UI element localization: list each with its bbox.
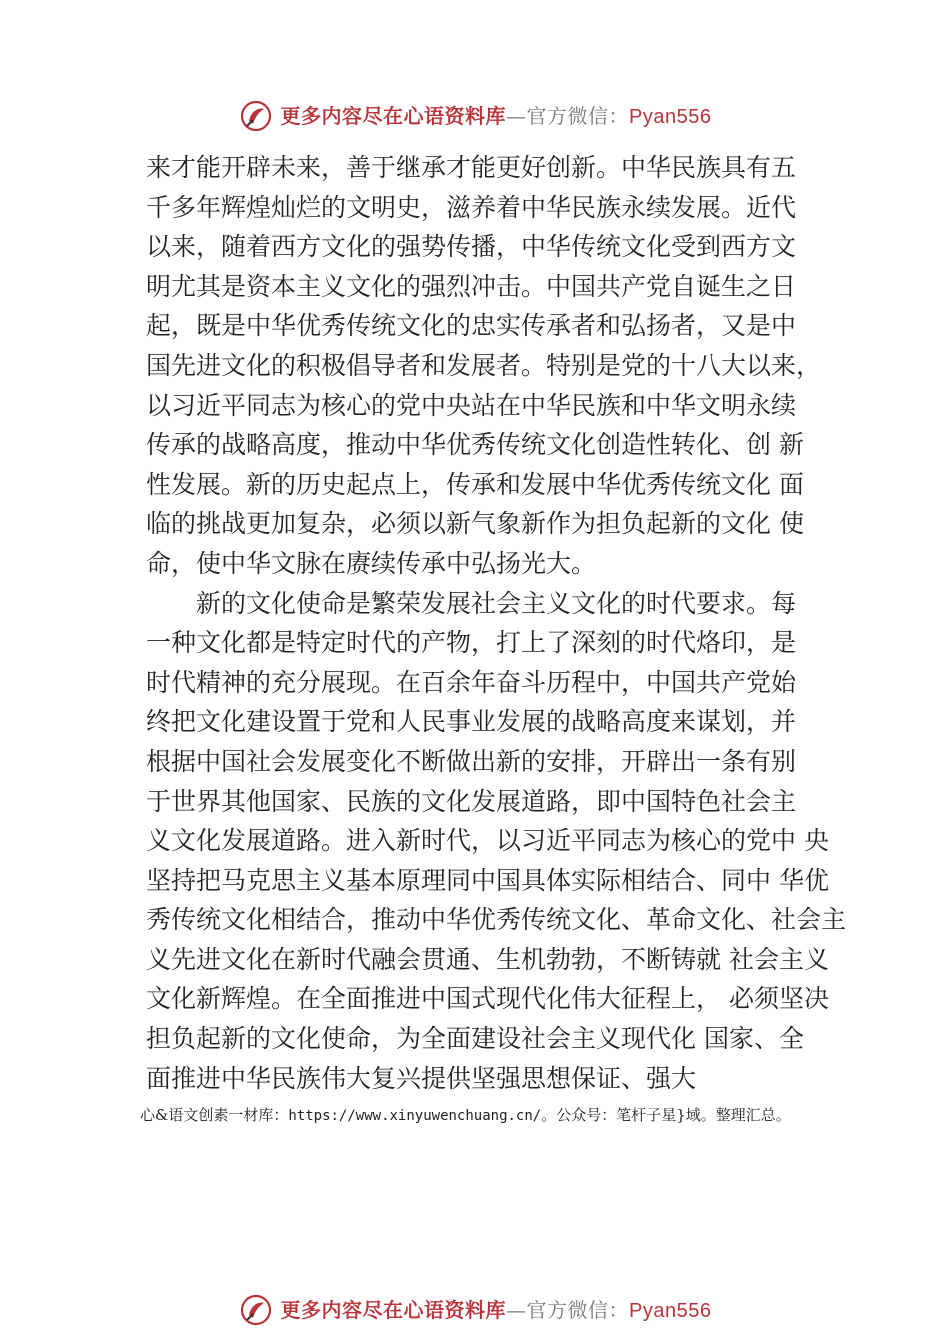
watermark-wechat-id: Pyan556 [629,1299,712,1322]
footer-note [140,1103,860,1128]
text-line: 一种文化都是特定时代的产物，打上了深刻的时代烙印，是 [146,628,797,658]
watermark-wechat-id: Pyan556 [629,105,712,128]
document-body [146,148,847,1098]
text-line: 起，既是中华优秀传统文化的忠实传承者和弘扬者，又是中 [146,311,797,341]
text-line: 秀传统文化相结合，推动中华优秀传统文化、革命文化、社会主 [146,905,847,935]
footer-note-url: https://www.xinyuwenchuang.cn/ [288,1108,542,1124]
text-line: 国先进文化的积极倡导者和发展者。特别是党的十八大以来， [146,350,822,380]
watermark-official: 官方微信： [526,103,630,128]
text-line: 坚持把马克思主义基本原理同中国具体实际相结合、同中 华优 [146,865,829,895]
text-line: 来才能开辟未来，善于继承才能更好创新。中华民族具有五 [146,153,797,182]
text-line: 义先进文化在新时代融会贯通、生机勃勃，不断铸就 社会主义 [146,944,829,974]
watermark-official: 官方微信： [526,1297,630,1322]
text-line: 于世界其他国家、民族的文化发展道路，即中国特色社会主 [146,786,797,816]
text-line: 传承的战略高度，推动中华优秀传统文化创造性转化、创 新 [146,430,804,460]
text-line: 千多年辉煌灿烂的文明史，滋养着中华民族永续发展。近代 [146,192,797,222]
text-line: 文化新辉煌。在全面推进中国式现代化伟大征程上， 必须坚决 [146,984,829,1014]
text-line: 终把文化建设置于党和人民事业发展的战略高度来谋划，并 [146,707,797,737]
watermark-text [281,1298,712,1323]
text-line: 性发展。新的历史起点上，传承和发展中华优秀传统文化 面 [146,469,804,499]
watermark-separator: — [506,103,527,128]
text-line: 时代精神的充分展现。在百余年奋斗历程中，中国共产党始 [146,667,797,697]
text-line: 新的文化使命是繁荣发展社会主义文化的时代要求。每 [196,588,797,618]
footer-note-prefix: 心&语文创素一材库： [140,1106,289,1124]
header-watermark [0,96,950,136]
text-line: 明尤其是资本主义文化的强烈冲击。中国共产党自诞生之日 [146,271,797,301]
footer-note-suffix: 。公众号：笔杆子星}域。整理汇总。 [541,1106,791,1124]
text-line: 义文化发展道路。进入新时代，以习近平同志为核心的党中 央 [146,826,829,856]
text-line: 根据中国社会发展变化不断做出新的安排，开辟出一条有别 [146,746,797,776]
brand-logo-icon [239,1293,273,1327]
text-line: 命，使中华文脉在赓续传承中弘扬光大。 [146,548,597,578]
watermark-lead: 更多内容尽在心语资料库 [280,1297,507,1322]
text-line: 面推进中华民族伟大复兴提供坚强思想保证、强大 [146,1063,697,1093]
text-line: 以习近平同志为核心的党中央站在中华民族和中华文明永续 [146,390,797,420]
text-line: 担负起新的文化使命，为全面建设社会主义现代化 国家、全 [146,1024,804,1054]
watermark-text [281,104,712,129]
text-line: 临的挑战更加复杂，必须以新气象新作为担负起新的文化 使 [146,509,804,539]
brand-logo-icon [239,99,273,133]
text-line: 以来，随着西方文化的强势传播，中华传统文化受到西方文 [146,232,797,262]
watermark-lead: 更多内容尽在心语资料库 [280,103,507,128]
footer-watermark [0,1290,950,1330]
watermark-separator: — [506,1297,527,1322]
